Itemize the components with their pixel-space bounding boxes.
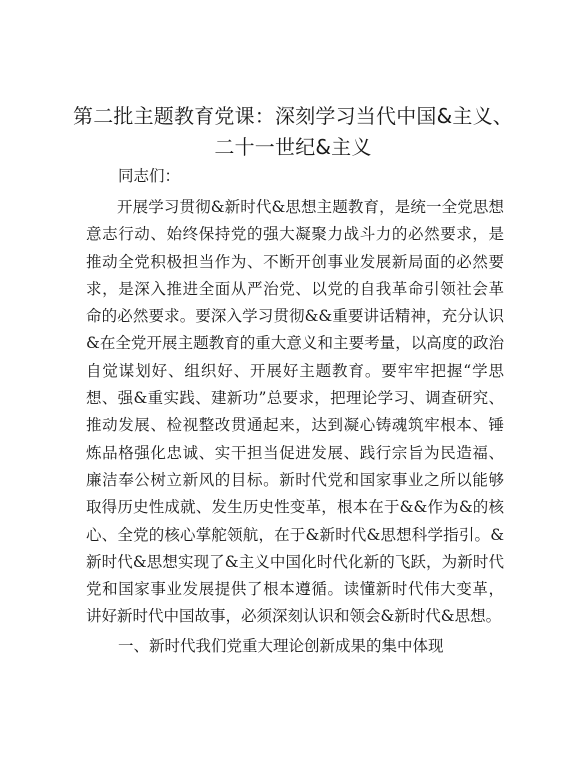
document-title-line-2: 二十一世纪&主义 xyxy=(214,135,372,159)
salutation: 同志们： xyxy=(118,167,181,185)
section-heading: 一、新时代我们党重大理论创新成果的集中体现 xyxy=(118,637,444,655)
body-paragraph: 开展学习贯彻&新时代&思想主题教育，是统一全党思想意志行动、始终保持党的强大凝聚力战斗力的必然要求，是推动全党积极担当作为、不断开创事业发展新局面的必然要求，是深入推进全面从严治党、以党的自我革命引领社会革命的必然要求。要深入学习贯彻&&重要讲话精神，充分认识&在全党开展主题教育的重大意义和主要考量，以高度的政治自觉谋划好、组织好、开展好主题教育。要牢牢把握“学思想、强&重实践、建新功”总要求，把理论学习、调查研究、推动发展、检视整改贯通起来，达到凝心铸魂筑牢根本、锤炼品格强化忠诚、实干担当促进发展、践行宗旨为民造福、廉洁奉公树立新风的目标。新时代党和国家事业之所以能够取得历史性成就、发生历史性变革，根本在于&&作为&的核心、全党的核心掌舵领航，在于&新时代&思想科学指引。&新时代&思想实现了&主义中国化时代化新的飞跃，为新时代党和国家事业发展提供了根本遵循。读懂新时代伟大变革，讲好新时代中国故事，必须深刻认识和领会&新时代&思想。 xyxy=(86,198,504,626)
document-title-line-1: 第二批主题教育党课：深刻学习当代中国&主义、 xyxy=(73,104,513,128)
